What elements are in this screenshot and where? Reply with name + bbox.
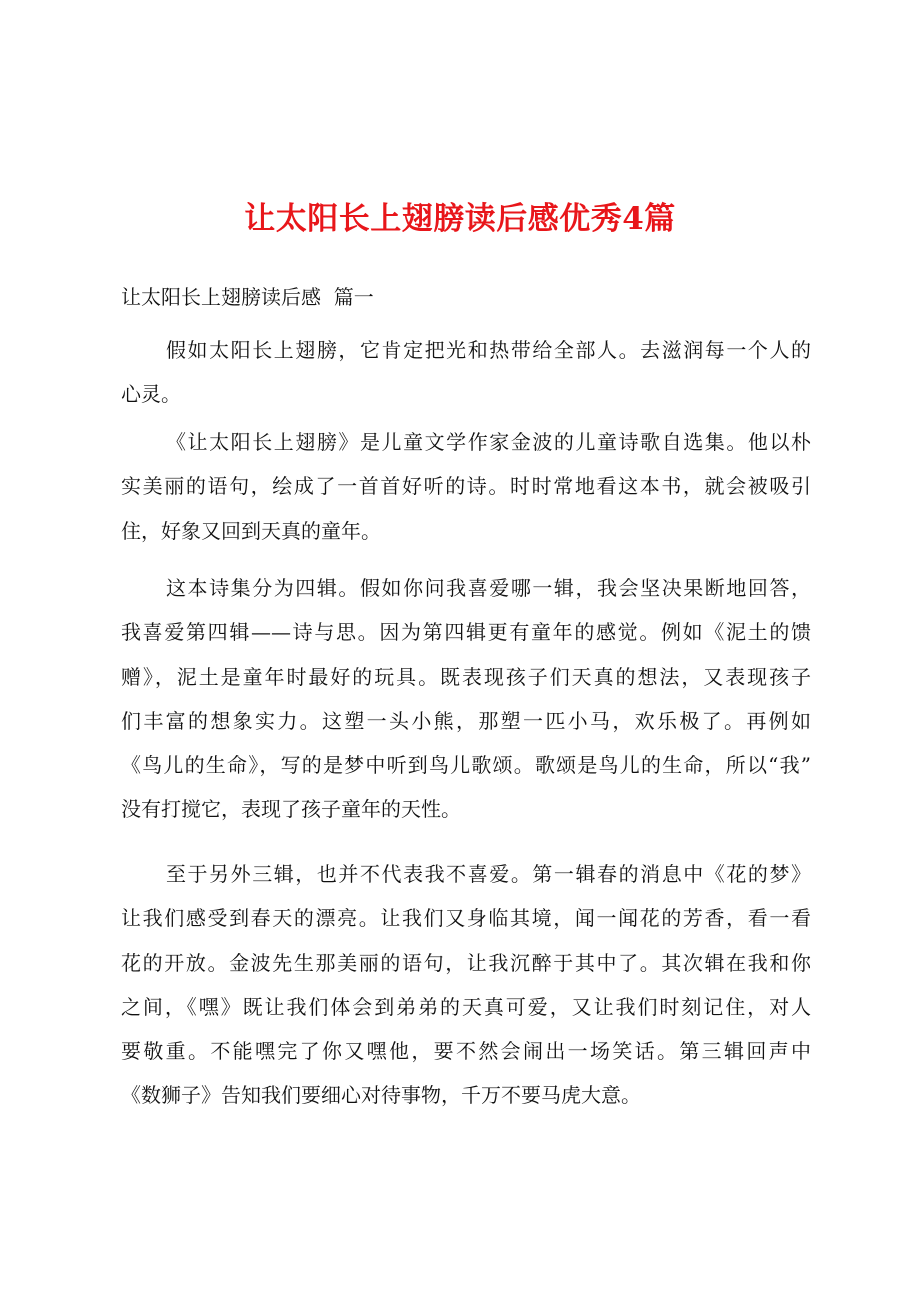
paragraph-line: 之间，《嘿》既让我们体会到弟弟的天真可爱，又让我们时刻记住，对人	[121, 994, 811, 1019]
paragraph-line: 花的开放。金波先生那美丽的语句，让我沉醉于其中了。其次辑在我和你	[121, 950, 811, 975]
paragraph-2	[121, 420, 811, 553]
paragraph-line: 至于另外三辑，也并不代表我不喜爱。第一辑春的消息中《花的梦》	[166, 862, 811, 886]
paragraph-line: 这本诗集分为四辑。假如你问我喜爱哪一辑，我会坚决果断地回答，	[166, 576, 811, 600]
section-heading: 让太阳长上翅膀读后感 篇一	[121, 285, 374, 309]
document-title: 让太阳长上翅膀读后感优秀4篇	[244, 201, 676, 237]
paragraph-line: 要敬重。不能嘿完了你又嘿他，要不然会闹出一场笑话。第三辑回声中	[121, 1039, 811, 1064]
paragraph-line: 假如太阳长上翅膀，它肯定把光和热带给全部人。去滋润每一个人的	[166, 338, 811, 362]
paragraph-line: 《数狮子》告知我们要细心对待事物，千万不要马虎大意。	[121, 1083, 641, 1108]
paragraph-4	[121, 852, 811, 1118]
paragraph-line: 让我们感受到春天的漂亮。让我们又身临其境，闻一闻花的芳香，看一看	[121, 906, 811, 931]
paragraph-line: 实美丽的语句，绘成了一首首好听的诗。时时常地看这本书，就会被吸引	[121, 474, 811, 499]
paragraph-line: 住，好象又回到天真的童年。	[121, 518, 381, 543]
paragraph-line: 《鸟儿的生命》，写的是梦中听到鸟儿歌颂。歌颂是鸟儿的生命，所以“我”	[121, 753, 811, 778]
paragraph-1	[121, 328, 811, 417]
paragraph-line: 我喜爱第四辑——诗与思。因为第四辑更有童年的感觉。例如《泥土的馈	[121, 620, 811, 645]
paragraph-line: 赠》，泥土是童年时最好的玩具。既表现孩子们天真的想法，又表现孩子	[121, 664, 811, 689]
paragraph-line: 们丰富的想象实力。这塑一头小熊，那塑一匹小马，欢乐极了。再例如	[121, 708, 811, 733]
paragraph-line: 《让太阳长上翅膀》是儿童文学作家金波的儿童诗歌自选集。他以朴	[166, 430, 811, 454]
paragraph-3	[121, 566, 811, 832]
paragraph-line: 心灵。	[121, 382, 181, 407]
paragraph-line: 没有打搅它，表现了孩子童年的天性。	[121, 797, 461, 822]
